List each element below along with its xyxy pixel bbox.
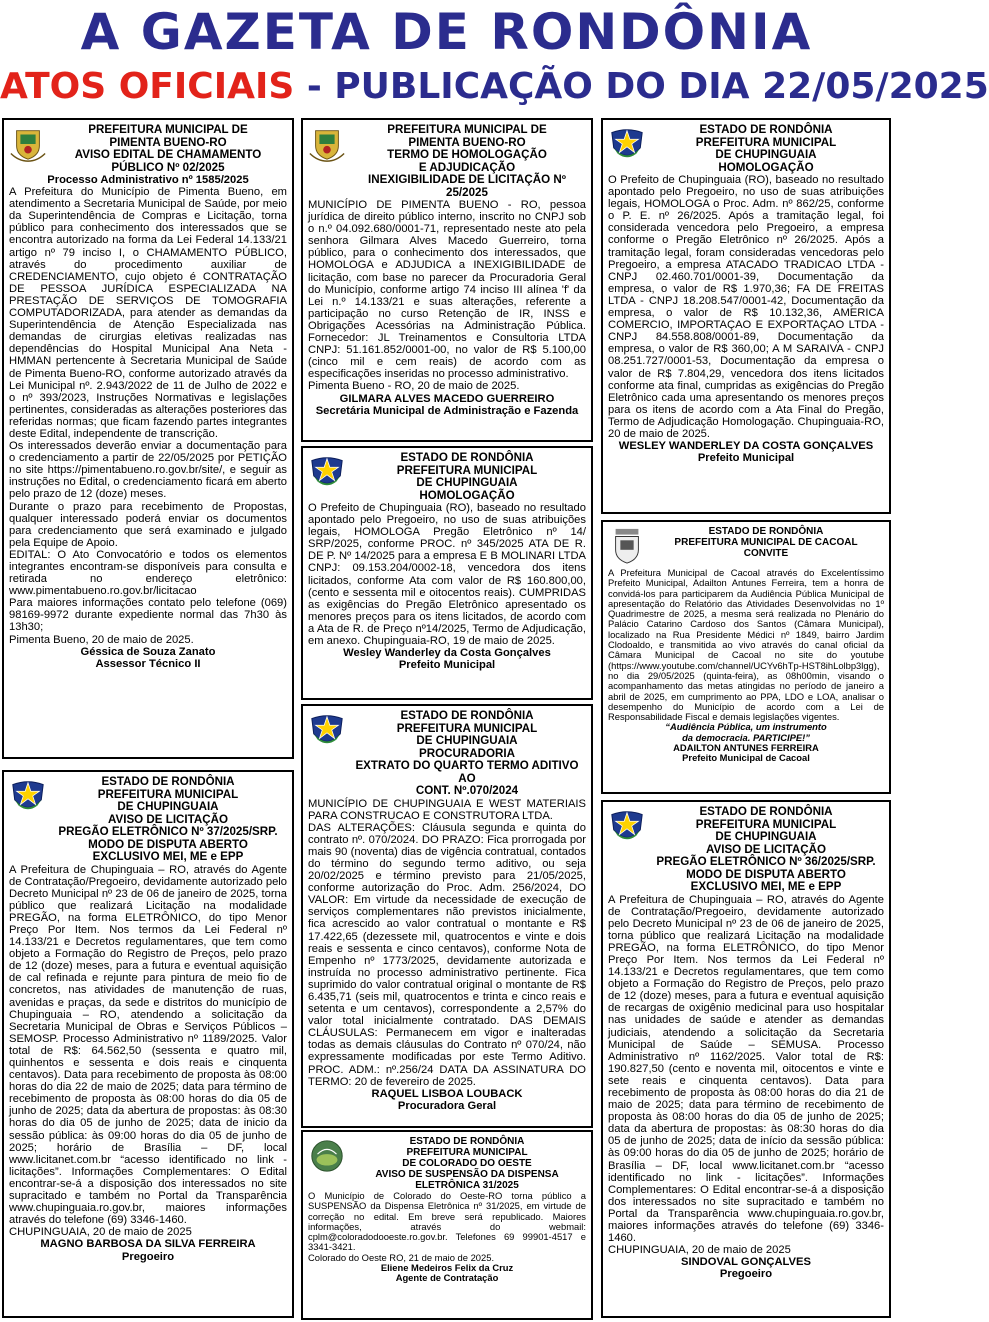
process-number: Processo Administrativo nº 1585/2025 bbox=[47, 174, 249, 186]
header-line: EXTRATO DO QUARTO TERMO ADITIVO AO bbox=[355, 759, 579, 785]
notice-header bbox=[9, 776, 287, 864]
header-line: ESTADO DE RONDÔNIA bbox=[699, 805, 833, 818]
header-line: DE CHUPINGUAIA bbox=[715, 148, 817, 161]
header-line: PREFEITURA MUNICIPAL DE bbox=[88, 123, 248, 136]
body-paragraph: MUNICÍPIO DE PIMENTA BUENO - RO, pessoa jurídica de direito público interno, inscrito no CNPJ sob o n.º 04.092.680/0001-71, representado neste ato pela senhora Gilmara Alves Macedo Guerreiro, torna público, para o conhecimento dos interessados, que HOMOLOGA e ADJUDICA a INEXIGIBILIDADE de licitação, com base no parecer da Procuradoria Geral do Município, conforme artigo 74 inciso III alínea 'f' da Lei n.º 14.133/21 e suas alterações, referente a participação no curso Retenção de IR, INSS e Obrigações Acessórias na Administração Pública. Fornecedor: JL Treinamentos e Consultoria LTDA CNPJ: 51.161.852/0001-00, no valor de R$ 5.100,00 (cinco mil e cem reais) de acordo com as especificações inseridas no processo administrativo. bbox=[308, 199, 586, 381]
body-paragraph: O Prefeito de Chupinguaia (RO), baseado no resultado apontado pelo Pregoeiro, no uso de suas atribuições legais, HOMOLOGA Pregão Eletrônico nº 14/ SRP/2025, conforme PROC. nº 345/2025 ATA DE R. DE P. Nº 14/2025 para a empresa E B MOLINARI LTDA CNPJ: 09.153.204/0002-18, vencedora dos itens licitados, conforme Ata com valor de R$ 160.800,00, (cento e sessenta mil e oitocentos reais). CUMPRIDAS as exigências do Pregão Eletrônico apresentado os menores preços para os itens licitados, de acordo com a Ata de R. de Preço nº14/2025, Termo de Adjudicação, em anexo. Chupinguaia-RO, 19 de maio de 2025. bbox=[308, 502, 586, 648]
header-line: PREFEITURA MUNICIPAL bbox=[396, 721, 538, 735]
header-line: PREFEITURA MUNICIPAL bbox=[396, 463, 538, 477]
header-line: PIMENTA BUENO-RO bbox=[109, 135, 227, 149]
rondonia-state-flag-icon bbox=[608, 806, 646, 846]
header-line: ESTADO DE RONDÔNIA bbox=[400, 451, 534, 464]
header-line: ELETRÔNICA 31/2025 bbox=[415, 1180, 519, 1191]
notice-header bbox=[308, 1136, 586, 1191]
body-paragraph: Durante o prazo para recebimento de Propostas, qualquer interessado poderá enviar os documentos para credenciamento que será examinado e julgado pela Equipe de Apoio. bbox=[9, 500, 287, 549]
notice-header bbox=[308, 124, 586, 199]
header-line: DE CHUPINGUAIA bbox=[416, 476, 518, 489]
header-line: DE CHUPINGUAIA bbox=[117, 800, 219, 813]
notice-cacoal-convite bbox=[601, 520, 891, 794]
header-line: ESTADO DE RONDÔNIA bbox=[708, 526, 824, 537]
header-line: PREFEITURA MUNICIPAL bbox=[97, 787, 239, 801]
rondonia-state-flag-icon bbox=[9, 776, 47, 816]
signer-name: Géssica de Souza Zanato bbox=[80, 645, 216, 658]
signer-name: MAGNO BARBOSA DA SILVA FERREIRA bbox=[40, 1238, 256, 1251]
notice-header bbox=[308, 710, 586, 798]
signer-role: Procuradora Geral bbox=[397, 1099, 497, 1112]
body-paragraph: O Prefeito de Chupinguaia (RO), baseado no resultado apontado pelo Pregoeiro, no uso de suas atribuições legais, HOMOLOGA o Proc. Adm. nº 862/25, conforme o P. E. nº 26/2025. Após a tramitação legal, foi considerada vencedora pelo Pregoeiro, a empresa conforme o Pregão Eletrônico nº 26/2025. Após a tramitação legal, foram consideradas vencedoras pelo Pregoeiro, a empresa ATACADO TRADICAO LTDA - CNPJ 02.460.701/0001-39, Documentação da empresa, o valor de R$ 1.970,36; FA DE FREITAS LTDA - CNPJ 18.208.547/0001-42, Documentação da empresa, o valor de R$ 10.132,36, AMERICA COMERCIO, IMPORTAÇAO E EXPORTAÇAO LTDA - CNPJ 84.558.808/0001-89, Documentação da empresa, o valor de R$ 360,00; A M SARAIVA - CNPJ 08.251.727/0001-53, Documentação da empresa o valor de R$ 7.804,29, vencedora dos itens licitados conforme ata final, cumpridas as exigências do Pregão Eletrônico cada uma apresentando os menores preços para os itens de acordo com a Ata Final do Pregão, Termo de Adjudicação Homologação. Chupinguaia-RO, 20 de maio de 2025. bbox=[608, 174, 884, 440]
header-line: EXCLUSIVO MEI, ME e EPP bbox=[92, 850, 244, 863]
masthead bbox=[0, 0, 989, 112]
subtitle-atos-oficiais: ATOS OFICIAIS bbox=[0, 66, 295, 107]
notice-header bbox=[608, 806, 884, 894]
body-paragraph: Para maiores informações contato pelo telefone (069) 98169-9972 durante expediente normal das 7h30 às 13h30; bbox=[9, 597, 287, 634]
body-paragraph: MUNICÍPIO DE CHUPINGUAIA E WEST MATERIAIS PARA CONSTRUCAO E CONSTRUTORA LTDA. bbox=[308, 797, 586, 822]
notice-chupinguaia-pregao-36 bbox=[601, 800, 891, 1318]
header-line: ESTADO DE RONDÔNIA bbox=[400, 709, 534, 722]
body-paragraph: CHUPINGUAIA, 20 de maio de 2025 bbox=[608, 1244, 791, 1257]
rondonia-state-flag-icon bbox=[608, 124, 646, 164]
rondonia-state-flag-icon bbox=[308, 452, 346, 492]
signer-name: ADAILTON ANTUNES FERREIRA bbox=[673, 742, 819, 754]
header-line: INEXIGIBILIDADE DE LICITAÇÃO Nº 25/2025 bbox=[368, 173, 566, 199]
body-paragraph: Pimenta Bueno, 20 de maio de 2025. bbox=[9, 633, 194, 646]
signer-name: WESLEY WANDERLEY DA COSTA GONÇALVES bbox=[618, 440, 874, 453]
rondonia-state-flag-icon bbox=[308, 710, 346, 750]
notice-pimenta-bueno-chamamento bbox=[2, 118, 294, 759]
newspaper-title: A GAZETA DE RONDÔNIA bbox=[80, 3, 813, 61]
notice-chupinguaia-homologacao-pe26 bbox=[601, 118, 891, 514]
signer-role: Prefeito Municipal bbox=[697, 452, 795, 465]
header-line: CONT. Nº.070/2024 bbox=[415, 784, 519, 797]
body-paragraph: A Prefeitura de Chupinguaia – RO, através do Agente de Contratação/Pregoeiro, devidamente autorizado pelo Decreto Municipal nº 23 de 06 de janeiro de 2025, torna público que realizará Licitação na modalidade PREGÃO, na forma ELETRÔNICO, do tipo Menor Preço Por Item. Nos termos da Lei Federal nº 14.133/21 e Decretos regulamentares, que tem como objeto a Formação do Registro de Preços, pelo prazo de 12 (doze) meses, para a futura e eventual aquisição de recargas de oxigênio medicinal para uso hospitalar nas unidades de saúde e atender as demandas judiciais, atendendo a solicitação da Secretaria Municipal de Saúde – SEMUSA. Processo Administrativo nº 1162/2025. Valor total de R$: 190.827,50 (cento e noventa mil, oitocentos e vinte e sete reais e cinquenta centavos). Data para recebimento de proposta às 08:00 horas do dia 21 de maio de 2025; data para término de recebimento de proposta às 08:00 horas do dia 05 de junho de 2025; data da abertura de propostas: às 08:30 horas do dia 05 de junho de 2025; data de início da sessão pública: às 09:00 horas do dia 05 de junho de 2025; horário de Brasília – DF, local www.licitanet.com.br “acesso identificado no link - licitações”. Informações Complementares: O Edital encontrar-se-á a disposição dos interessados no site supracitado e também no Portal da Transparência www.chupinguaia.ro.gov.br, maiores informações através do telefone (69) 3346-1460. bbox=[608, 893, 884, 1245]
header-line: CONVITE bbox=[743, 548, 789, 559]
signer-role: Secretária Municipal de Administração e Fazenda bbox=[315, 404, 579, 417]
notice-header bbox=[308, 452, 586, 502]
header-line: PREFEITURA MUNICIPAL DE CACOAL bbox=[674, 537, 858, 548]
header-line: PREFEITURA MUNICIPAL bbox=[695, 817, 837, 831]
body-paragraph: A Prefeitura do Município de Pimenta Bueno, em atendimento a Secretaria Municipal de Saúde, por meio da Superintendência de Compras e Licitação, torna público para conhecimento dos interessados que se encontra autorizado na forma da Lei Federal 14.133/21 artigo nº 79 inciso I, o CHAMAMENTO PÚBLICO, através do procedimento auxiliar de CREDENCIAMENTO, cujo objeto é CONTRATAÇÃO DE PESSOA JURÍDICA ESPECIALIZADA NA PRESTAÇÃO DE SERVIÇOS DE TOMOGRAFIA COMPUTADORIZADA, para atender as demandas da Superintendência de Atenção Especializada nas demandas de cirurgias eletivas realizadas nas dependências do Hospital Municipal Ana Neta - HMMAN pertencente à Secretaria Municipal de Saúde de Pimenta Bueno-RO, conforme autorizado através da Lei Municipal nº. 2.943/2022 de 11 de Julho de 2022 e o nº 393/2023, Instruções Normativas e legislações pertinentes, consideradas as alterações posteriores das referidas normas; que ficam fazendo partes integrantes deste Edital, independente de transcrição. bbox=[9, 186, 287, 440]
pimenta-bueno-coat-of-arms-icon bbox=[9, 124, 47, 164]
signer-role: Prefeito Municipal bbox=[398, 659, 496, 672]
notice-header bbox=[608, 526, 884, 568]
header-line: ESTADO DE RONDÔNIA bbox=[101, 775, 235, 788]
quote-line: “Audiência Pública, um instrumento bbox=[665, 721, 827, 733]
header-line: DE CHUPINGUAIA bbox=[416, 734, 518, 747]
header-line: AVISO EDITAL DE CHAMAMENTO bbox=[74, 148, 262, 161]
header-line: MODO DE DISPUTA ABERTO bbox=[88, 837, 248, 851]
header-line: HOMOLOGAÇÃO bbox=[718, 160, 814, 174]
header-line: PREFEITURA MUNICIPAL bbox=[695, 135, 837, 149]
body-paragraph: A Prefeitura Municipal de Cacoal através do Excelentíssimo Prefeito Municipal, Adailton Antunes Ferreira, tem a honra de convidá-los para participarem da Audiência Pública Municipal de apresentação do Relatório das Atividades Desenvolvidas no 1º Quadrimestre de 2025, a mesma será realizada no Plenário do Palácio Catarino Cardoso dos Santos (Câmara Municipal), localizado na Rua Presidente Médici nº 1849, bairro Jardim Clodoaldo, e transmitida ao vivo através do canal oficial da Câmara Municipal de Cacoal no site do youtube (https://www.youtube.com/channel/UCYv6hTp-HST8ihLolbp3lgg), no dia 29/05/2025 (quinta-feira), as 08h00min, visando o acompanhamento das metas atingidas no período de janeiro a abril de 2025, em cumprimento ao PPA, LDO e LOA, analisar o desempenho do Município de acordo com a Lei de Responsabilidade Fiscal e demais legislações vigentes. bbox=[608, 567, 884, 723]
body-paragraph: O Município de Colorado do Oeste-RO torna público a SUSPENSÃO da Dispensa Eletrônica nº 31/2025, em virtude de correção no edital. Em breve será republicado. Maiores informações, através do webmail: cplm@coloradodooeste.ro.gov.br. Telefones 69 99901-4517 e 3341-3421. bbox=[308, 1190, 586, 1253]
header-line: PÚBLICO Nº 02/2025 bbox=[111, 160, 225, 174]
edition-subtitle bbox=[0, 64, 989, 110]
body-paragraph: Os interessados deverão enviar a documentação para o credenciamento a partir de 22/05/2025 por PETIÇÃO no site https://pimentabueno.ro.gov.br/site/, e seguir as instruções no Edital, o credenciamento ficará em aberto pelo prazo de 12 (doze) meses. bbox=[9, 440, 287, 501]
header-line: ESTADO DE RONDÔNIA bbox=[409, 1136, 525, 1147]
body-paragraph: CHUPINGUAIA, 20 de maio de 2025 bbox=[9, 1226, 192, 1239]
header-line: PROCURADORIA bbox=[419, 746, 515, 760]
signer-role: Prefeito Municipal de Cacoal bbox=[682, 752, 810, 764]
cacoal-coat-of-arms-icon bbox=[608, 526, 646, 566]
notice-header bbox=[9, 124, 287, 174]
pimenta-bueno-coat-of-arms-icon bbox=[308, 124, 346, 164]
signer-name: SINDOVAL GONÇALVES bbox=[681, 1256, 811, 1269]
header-line: PIMENTA BUENO-RO bbox=[408, 135, 526, 149]
header-line: DE CHUPINGUAIA bbox=[715, 830, 817, 843]
body-paragraph: EDITAL: O Ato Convocatório e todos os elementos integrantes encontram-se disponíveis para consulta e retirada no endereço eletrônico: www.pimentabueno.ro.gov.br/licitacao bbox=[9, 548, 287, 598]
header-line: EXCLUSIVO MEI, ME e EPP bbox=[690, 880, 842, 893]
signer-role: Assessor Técnico II bbox=[95, 657, 201, 670]
header-line: HOMOLOGAÇÃO bbox=[419, 488, 515, 502]
notice-colorado-do-oeste-suspensao bbox=[301, 1130, 593, 1320]
colorado-do-oeste-coat-of-arms-icon bbox=[308, 1136, 346, 1176]
subtitle-separator: - bbox=[294, 66, 335, 107]
notice-chupinguaia-homologacao-pe14 bbox=[301, 446, 593, 700]
signer-name: Wesley Wanderley da Costa Gonçalves bbox=[343, 647, 551, 660]
header-line: AVISO DE LICITAÇÃO bbox=[705, 842, 827, 856]
header-line: E ADJUDICAÇÃO bbox=[418, 160, 516, 174]
body-paragraph: DAS ALTERAÇÕES: Cláusula segunda e quinta do contrato nº. 070/2024. DO PRAZO: Fica prorrogada por mais 90 (noventa) dias de vigência contratual, contados do término do segundo termo aditivo, ou seja 20/02/2025 e término previsto para 21/05/2025, conforme autorização do Proc. Adm. 256/2024, DO VALOR: Em virtude da necessidade de execução de serviços complementares não previstos inicialmente, fica acrescido ao valor contratual o montante e R$ 17.422,65 (dezessete mil, quatrocentos e vinte e dois reais e sessenta e cinco centavos), conforme Nota de Empenho nº 1773/2025, devidamente autorizada e instruída no processo administrativo pertinente. Fica suprimido do valor contratual original o montante de R$ 6.435,71 (seis mil, quatrocentos e trinta e cinco reais e setenta e um centavos), correspondente a 2,57% do valor total inicialmente contratado. DAS DEMAIS CLÁUSULAS: Permanecem em vigor e inalteradas todas as demais cláusulas do Contrato nº 070/24, não expressamente modificadas por este Termo Aditivo. PROC. ADM.: nº.256/24 DATA DA ASSINATURA DO TERMO: 20 de fevereiro de 2025. bbox=[308, 821, 586, 1088]
body-paragraph: Pimenta Bueno - RO, 20 de maio de 2025. bbox=[308, 380, 520, 393]
signer-name: RAQUEL LISBOA LOUBACK bbox=[371, 1087, 523, 1100]
body-paragraph: A Prefeitura de Chupinguaia – RO, através do Agente de Contratação/Pregoeiro, devidamente autorizado pelo Decreto Municipal nº 23 de 06 de janeiro de 2025, torna público que realizará Licitação na modalidade PREGÃO, na forma ELETRÔNICO, do tipo Menor Preço Por Item. Nos termos da Lei Federal nº 14.133/21 e Decretos regulamentares, que tem como objeto a Formação do Registro de Preços, pelo prazo de 12 (doze) meses, para a futura e eventual aquisição de cal refinada e rejunte para pintura de meio fio de concretos, nas atividades de manutenção de ruas, avenidas e praças, da sede e distritos do município de Chupinguaia – RO, atendendo a solicitação da Secretaria Municipal de Obras e Serviços Públicos – SEMOSP. Processo Administrativo nº 1189/2025. Valor total de R$: 64.562,50 (sessenta e quatro mil, quinhentos e sessenta e dois reais e cinquenta centavos). Data para recebimento de proposta às 08:00 horas do dia 22 de maio de 2025; data para término de recebimento de proposta às 08:00 horas do dia 05 de junho de 2025; data da abertura de propostas: às 08:30 horas do dia 05 de junho de 2025; data de inicio da sessão pública: às 09:00 horas do dia 05 de junho de 2025; horário de Brasília – DF, local www.licitanet.com.br “acesso identificado no link - licitações”. Informações Complementares: O Edital encontrar-se-á a disposição dos interessados no site supracitado e também no Portal da Transparência www.chupinguaia.ro.gov.br, maiores informações através do telefone (69) 3346-1460. bbox=[9, 863, 288, 1227]
signer-role: Agente de Contratação bbox=[395, 1272, 499, 1284]
header-line: AVISO DE LICITAÇÃO bbox=[107, 812, 229, 826]
subtitle-publication-date: PUBLICAÇÃO DO DIA 22/05/2025 bbox=[334, 66, 989, 107]
notice-header bbox=[608, 124, 884, 174]
header-line: PREGÃO ELETRÔNICO Nº 36/2025/SRP. bbox=[656, 855, 876, 868]
signer-name: Eliene Medeiros Felix da Cruz bbox=[380, 1262, 514, 1274]
notice-chupinguaia-pregao-37 bbox=[2, 770, 294, 1318]
signer-name: GILMARA ALVES MACEDO GUERREIRO bbox=[339, 392, 555, 405]
header-line: TERMO DE HOMOLOGAÇÃO bbox=[387, 148, 547, 161]
header-line: PREFEITURA MUNICIPAL DE bbox=[387, 123, 547, 136]
signer-role: Pregoeiro bbox=[719, 1268, 773, 1281]
header-line: PREFEITURA MUNICIPAL bbox=[406, 1147, 528, 1158]
notice-pimenta-bueno-homologacao bbox=[301, 118, 593, 442]
quote-line: da democracia. PARTICIPE!” bbox=[682, 731, 810, 743]
header-line: MODO DE DISPUTA ABERTO bbox=[686, 867, 846, 881]
header-line: PREGÃO ELETRÔNICO Nº 37/2025/SRP. bbox=[58, 825, 278, 838]
notice-chupinguaia-termo-aditivo bbox=[301, 704, 593, 1128]
header-line: ESTADO DE RONDÔNIA bbox=[699, 123, 833, 136]
header-line: AVISO DE SUSPENSÃO DA DISPENSA bbox=[375, 1169, 559, 1180]
body-paragraph: Colorado do Oeste RO, 21 de maio de 2025. bbox=[308, 1251, 495, 1263]
signer-role: Pregoeiro bbox=[121, 1250, 175, 1263]
header-line: DE COLORADO DO OESTE bbox=[402, 1158, 532, 1169]
